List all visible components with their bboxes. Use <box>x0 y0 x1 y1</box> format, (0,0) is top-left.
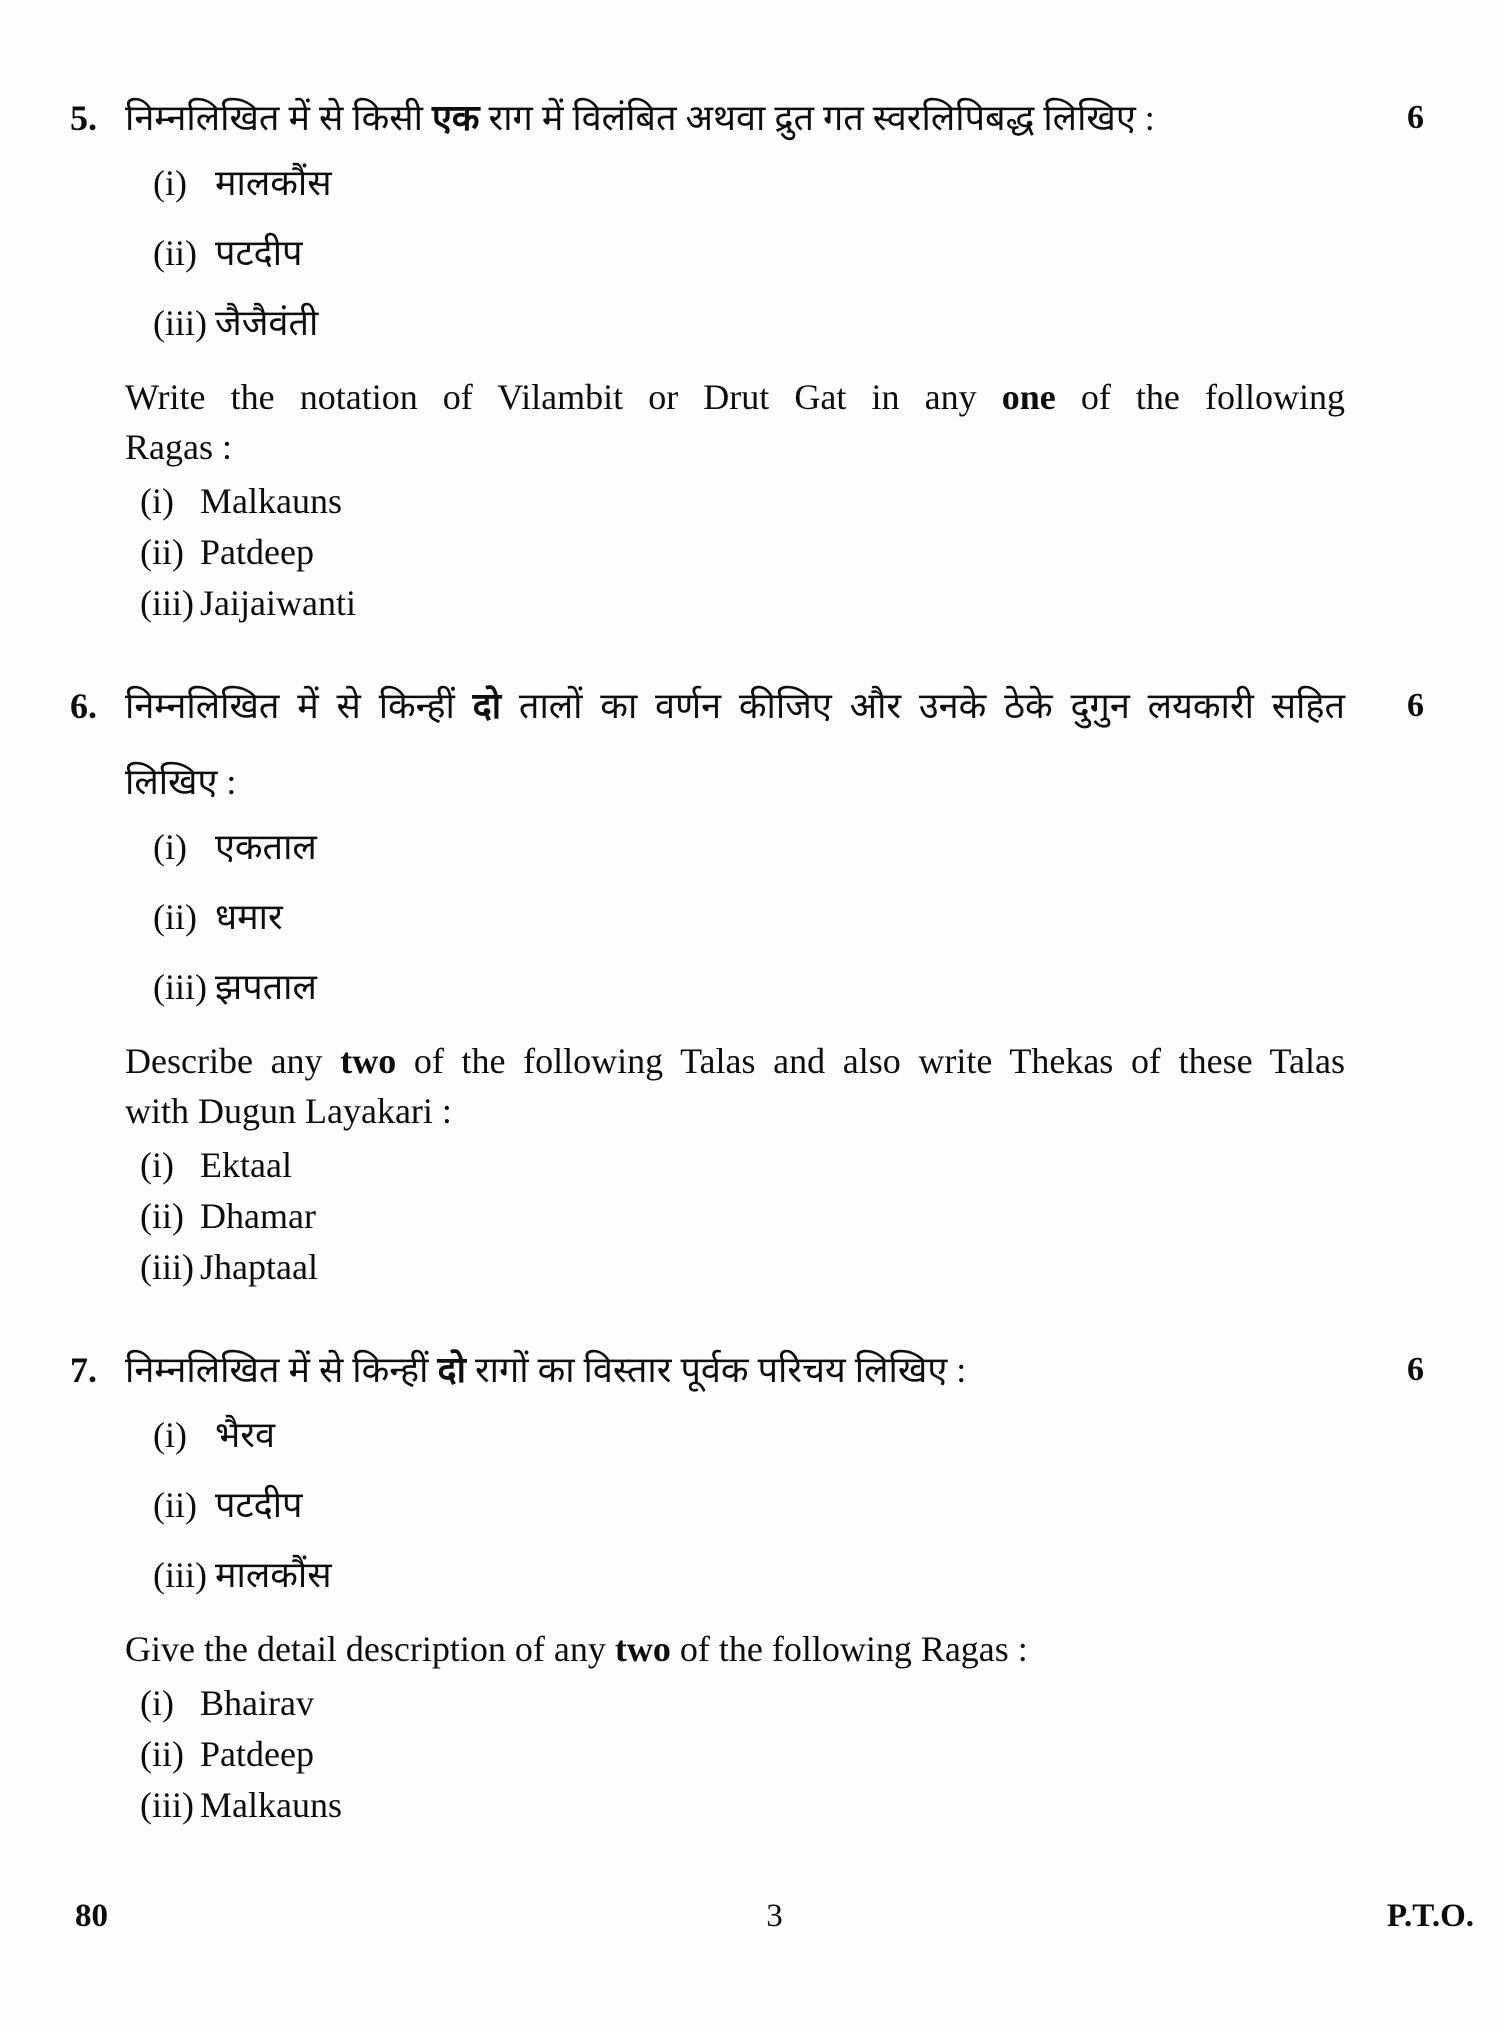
option-item <box>140 1729 1424 1779</box>
option-numeral: (i) <box>140 1145 174 1185</box>
page-number: 3 <box>766 1898 783 1934</box>
question-6 <box>70 668 1424 1292</box>
question-6-heading <box>70 668 1424 820</box>
option-label: Malkauns <box>200 481 342 521</box>
option-numeral: (iii) <box>140 1247 194 1287</box>
text-segment: Describe any <box>125 1041 341 1081</box>
option-label: Patdeep <box>200 1734 314 1774</box>
question-number: 6. <box>70 686 97 726</box>
option-item <box>153 1414 1424 1456</box>
text-segment-bold: one <box>1001 377 1056 417</box>
text-segment: निम्नलिखित में से किसी <box>125 98 432 138</box>
option-numeral: (i) <box>153 827 187 867</box>
text-segment-bold: दो <box>472 686 502 726</box>
text-segment: तालों का वर्णन कीजिए और उनके ठेके दुगुन लयकारी सहित <box>501 686 1345 726</box>
option-item <box>140 1780 1424 1830</box>
text-segment: निम्नलिखित में से किन्हीं <box>125 1350 438 1390</box>
question-number: 5. <box>70 98 97 138</box>
option-label: Ektaal <box>200 1145 292 1185</box>
option-item <box>153 162 1424 204</box>
question-number: 7. <box>70 1350 97 1390</box>
option-label: मालकौंस <box>215 1555 332 1595</box>
question-5-heading <box>70 80 1424 156</box>
question-text-english <box>125 1036 1345 1136</box>
question-marks: 6 <box>1407 99 1424 136</box>
option-item <box>153 966 1424 1008</box>
text-segment: of the following <box>1055 377 1345 417</box>
option-label: मालकौंस <box>215 163 332 203</box>
question-marks: 6 <box>1407 687 1424 724</box>
option-item <box>153 896 1424 938</box>
english-options-list <box>70 1140 1424 1292</box>
option-item <box>153 1484 1424 1526</box>
paper-code: 80 <box>75 1898 108 1934</box>
page-footer <box>75 1898 1474 1940</box>
option-numeral: (ii) <box>153 233 197 273</box>
english-options-list <box>70 1678 1424 1830</box>
english-options-list <box>70 476 1424 628</box>
question-7 <box>70 1332 1424 1830</box>
option-label: एकताल <box>215 827 317 867</box>
option-label: Malkauns <box>200 1785 342 1825</box>
option-numeral: (i) <box>140 1683 174 1723</box>
option-numeral: (i) <box>153 163 187 203</box>
option-item <box>140 527 1424 577</box>
option-label: भैरव <box>215 1415 276 1455</box>
question-text-hindi <box>125 1332 966 1408</box>
option-numeral: (iii) <box>153 303 207 343</box>
option-item <box>153 302 1424 344</box>
option-label: Jaijaiwanti <box>200 583 356 623</box>
text-line: लिखिए : <box>125 762 237 802</box>
option-label: झपताल <box>215 967 317 1007</box>
text-segment: रागों का विस्तार पूर्वक परिचय लिखिए : <box>465 1350 967 1390</box>
option-label: पटदीप <box>215 233 303 273</box>
option-numeral: (iii) <box>140 1785 194 1825</box>
question-text-english <box>125 1624 1345 1674</box>
option-numeral: (i) <box>140 481 174 521</box>
option-label: Patdeep <box>200 532 314 572</box>
hindi-options-list <box>70 1414 1424 1596</box>
text-segment: राग में विलंबित अथवा द्रुत गत स्वरलिपिबद्ध लिखिए : <box>479 98 1155 138</box>
option-item <box>153 1554 1424 1596</box>
option-numeral: (ii) <box>153 1485 197 1525</box>
question-marks: 6 <box>1407 1351 1424 1388</box>
option-label: जैजैवंती <box>215 303 319 343</box>
question-5 <box>70 80 1424 628</box>
option-label: पटदीप <box>215 1485 303 1525</box>
question-7-heading <box>70 1332 1424 1408</box>
option-item <box>140 476 1424 526</box>
option-item <box>140 1678 1424 1728</box>
option-item <box>140 1242 1424 1292</box>
option-item <box>140 1140 1424 1190</box>
text-line: Ragas : <box>125 427 232 467</box>
text-line: with Dugun Layakari : <box>125 1091 452 1131</box>
text-segment: of the following Ragas : <box>670 1629 1028 1669</box>
option-label: Jhaptaal <box>200 1247 318 1287</box>
question-text-hindi <box>125 80 1155 156</box>
pto-label: P.T.O. <box>1386 1898 1474 1934</box>
text-segment-bold: two <box>614 1629 671 1669</box>
text-segment: Write the notation of Vilambit or Drut Gat in any <box>125 377 1002 417</box>
option-label: Bhairav <box>200 1683 314 1723</box>
question-text-hindi <box>125 668 1345 820</box>
option-item <box>153 232 1424 274</box>
option-item <box>153 826 1424 868</box>
text-line <box>125 1036 1345 1086</box>
option-numeral: (iii) <box>140 583 194 623</box>
option-numeral: (iii) <box>153 1555 207 1595</box>
text-line <box>125 372 1345 422</box>
hindi-options-list <box>70 826 1424 1008</box>
text-line <box>125 668 1345 744</box>
option-label: धमार <box>215 897 283 937</box>
option-numeral: (i) <box>153 1415 187 1455</box>
hindi-options-list <box>70 162 1424 344</box>
question-text-english <box>125 372 1345 472</box>
option-label: Dhamar <box>200 1196 316 1236</box>
option-item <box>140 1191 1424 1241</box>
option-numeral: (ii) <box>140 1734 184 1774</box>
option-numeral: (ii) <box>140 1196 184 1236</box>
option-item <box>140 578 1424 628</box>
option-numeral: (ii) <box>140 532 184 572</box>
text-segment: of the following Talas and also write Thekas of these Talas <box>396 1041 1345 1081</box>
text-segment-bold: एक <box>431 98 480 138</box>
option-numeral: (iii) <box>153 967 207 1007</box>
text-segment-bold: दो <box>437 1350 466 1390</box>
option-numeral: (ii) <box>153 897 197 937</box>
text-segment: Give the detail description of any <box>125 1629 615 1669</box>
text-segment-bold: two <box>340 1041 397 1081</box>
text-segment: निम्नलिखित में से किन्हीं <box>125 686 473 726</box>
